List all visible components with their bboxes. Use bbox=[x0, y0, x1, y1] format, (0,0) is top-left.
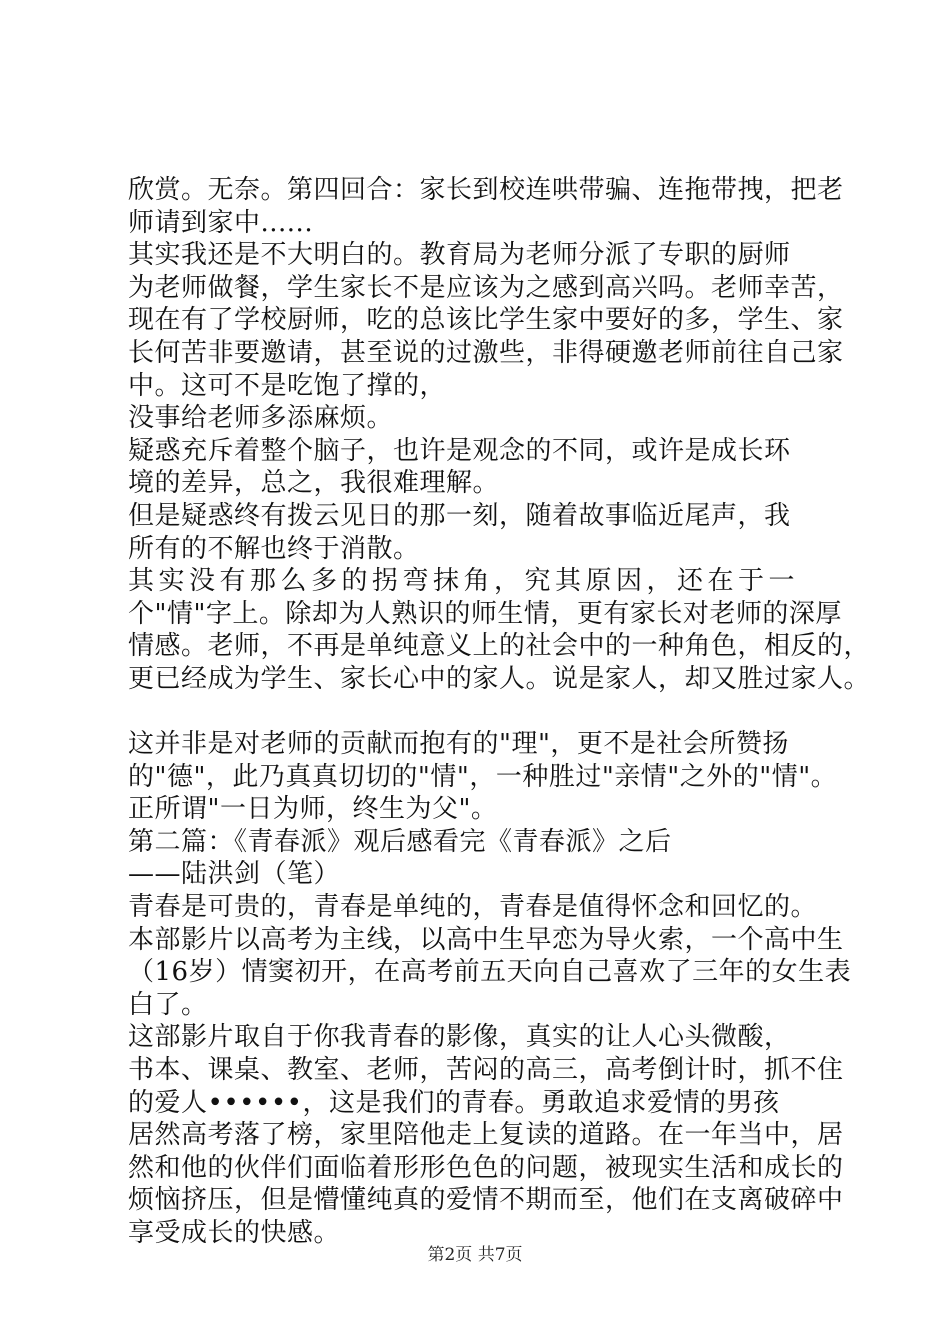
text-line: 欣赏。无奈。第四回合：家长到校连哄带骗、连拖带拽，把老 bbox=[128, 175, 844, 205]
text-line: （16岁）情窦初开，在高考前五天向自己喜欢了三年的女生表 bbox=[128, 957, 852, 988]
text-line: 现在有了学校厨师，吃的总该比学生家中要好的多，学生、家 bbox=[128, 305, 844, 336]
text-line: 个"情"字上。除却为人熟识的师生情，更有家长对老师的深厚 bbox=[128, 598, 842, 629]
text-line: 境的差异，总之，我很难理解。 bbox=[128, 468, 500, 499]
text-line: 本部影片以高考为主线，以高中生早恋为导火索，一个高中生 bbox=[128, 924, 844, 955]
text-line: 师请到家中...... bbox=[128, 207, 314, 238]
text-line: 这并非是对老师的贡献而抱有的"理"，更不是社会所赞扬 bbox=[128, 729, 789, 760]
text-line: 没事给老师多添麻烦。 bbox=[128, 403, 394, 434]
text-line: 正所谓"一日为师，终生为父"。 bbox=[128, 794, 498, 825]
text-line: 这部影片取自于你我青春的影像，真实的让人心头微酸， bbox=[128, 1022, 791, 1053]
text-line: 书本、课桌、教室、老师，苦闷的高三，高考倒计时，抓不住 bbox=[128, 1055, 844, 1086]
text-line: 但是疑惑终有拨云见日的那一刻，随着故事临近尾声，我 bbox=[128, 500, 791, 531]
text-line: 青春是可贵的，青春是单纯的，青春是值得怀念和回忆的。 bbox=[128, 892, 818, 923]
text-line: 疑惑充斥着整个脑子，也许是观念的不同，或许是成长环 bbox=[128, 435, 791, 466]
text-line: 更已经成为学生、家长心中的家人。说是家人，却又胜过家人。 bbox=[128, 663, 871, 694]
text-line: 烦恼挤压，但是懵懂纯真的爱情不期而至，他们在支离破碎中 bbox=[128, 1185, 844, 1216]
text-line: 其实没有那么多的拐弯抹角，究其原因，还在于一 bbox=[128, 566, 800, 597]
text-line: 居然高考落了榜，家里陪他走上复读的道路。在一年当中，居 bbox=[128, 1120, 844, 1151]
text-line: 中。这可不是吃饱了撑的， bbox=[128, 370, 447, 401]
author-line: ——陆洪剑（笔） bbox=[128, 859, 341, 890]
section-heading: 第二篇：《青春派》观后感看完《青春派》之后 bbox=[128, 826, 672, 857]
text-line: 白了。 bbox=[128, 989, 208, 1020]
text-line: 的爱人••••••，这是我们的青春。勇敢追求爱情的男孩 bbox=[128, 1087, 780, 1118]
text-line: 为老师做餐，学生家长不是应该为之感到高兴吗。老师幸苦， bbox=[128, 272, 844, 303]
document-body bbox=[128, 174, 871, 1250]
text-line: 情感。老师，不再是单纯意义上的社会中的一种角色，相反的， bbox=[128, 631, 871, 662]
text-line: 然和他的伙伴们面临着形形色色的问题，被现实生活和成长的 bbox=[128, 1152, 844, 1183]
page-number-footer: 第2页 共7页 bbox=[427, 1245, 523, 1265]
blank-line bbox=[128, 696, 848, 729]
text-line: 所有的不解也终于消散。 bbox=[128, 533, 420, 564]
text-line: 其实我还是不大明白的。教育局为老师分派了专职的厨师 bbox=[128, 240, 791, 271]
text-line: 长何苦非要邀请，甚至说的过激些，非得硬邀老师前往自己家 bbox=[128, 337, 844, 368]
text-line: 的"德"，此乃真真切切的"情"，一种胜过"亲情"之外的"情"。 bbox=[128, 761, 838, 792]
text-line: 享受成长的快感。 bbox=[128, 1218, 341, 1248]
